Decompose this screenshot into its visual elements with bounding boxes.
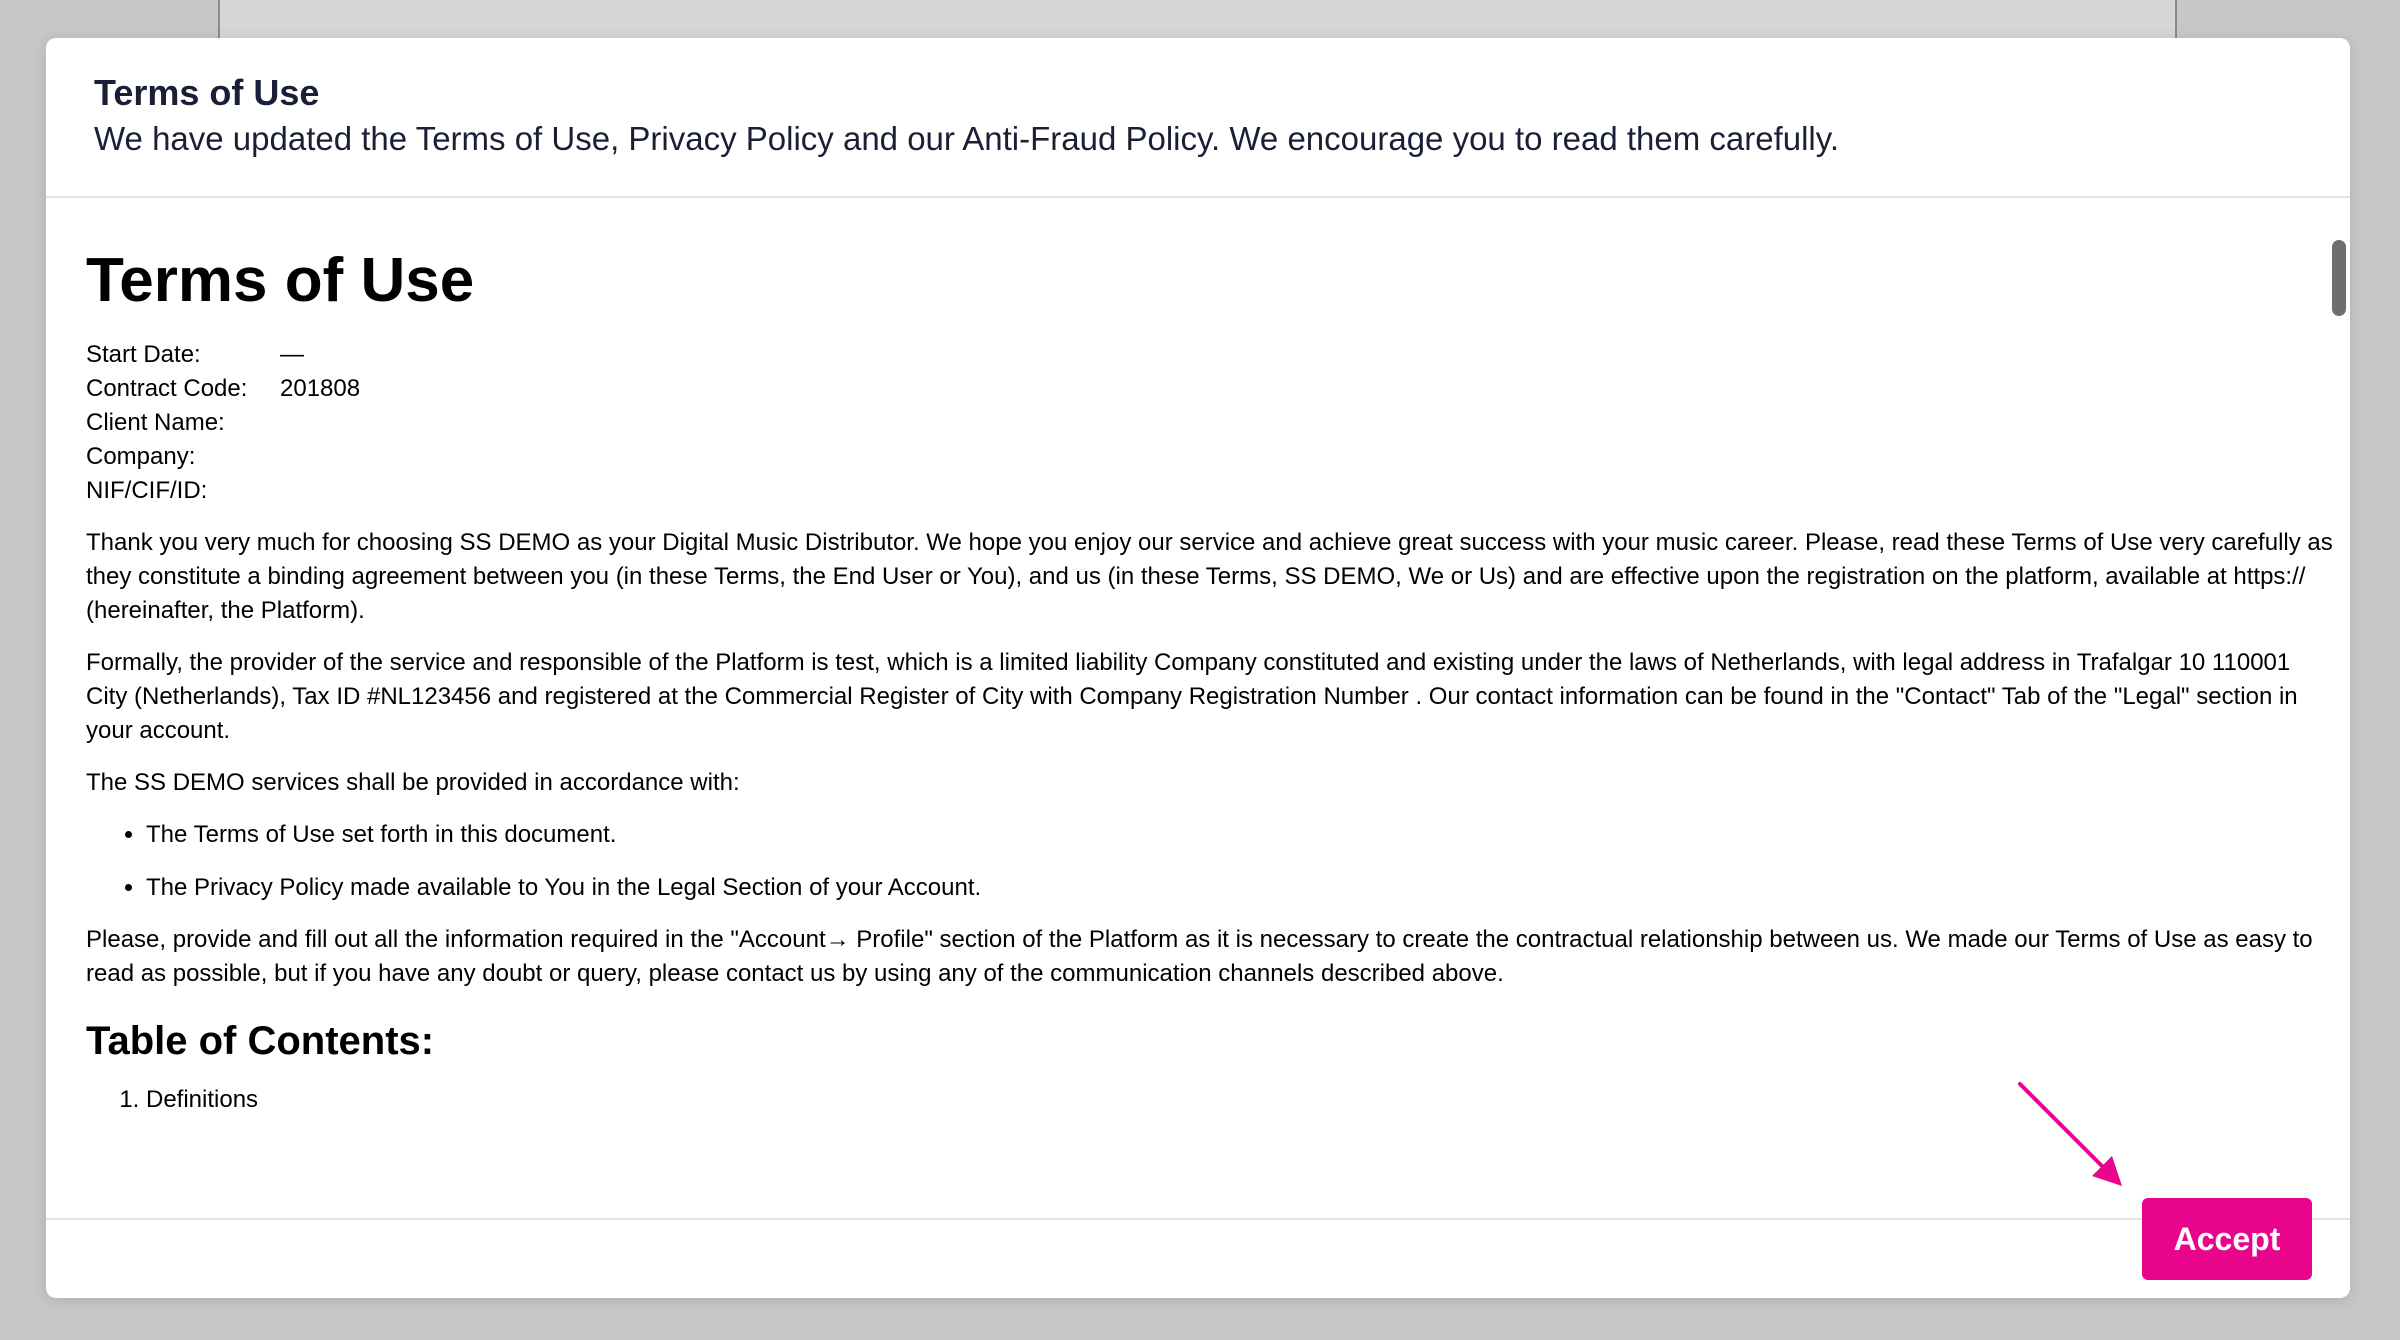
intro-paragraph: Thank you very much for choosing SS DEMO as your Digital Music Distributor. We hope you enjoy our service and achieve great success with your music career. Please, read these Terms of Use very carefully as they constitute a binding agreement between you (in these Terms, the End User or You), and us (in these Terms, SS DEMO, We or Us) and are effective upon the registration on the platform, available at https:// (hereinafter, the Platform). bbox=[86, 529, 2333, 625]
meta-label: Contract Code: bbox=[86, 375, 248, 403]
accept-button[interactable]: Accept bbox=[2142, 1198, 2312, 1280]
modal-header bbox=[46, 38, 2350, 198]
meta-row bbox=[86, 406, 360, 440]
scrollbar-thumb[interactable] bbox=[2332, 240, 2346, 316]
toc-heading: Table of Contents: bbox=[86, 1019, 435, 1064]
terms-modal bbox=[46, 38, 2350, 1298]
closing-paragraph: Please, provide and fill out all the information required in the "Account→ Profile" section of the Platform as it is necessary to create the contractual relationship between us. We made our Terms of Use as easy to read as possible, but if you have any doubt or query, please contact us by using any of the communication channels described above. bbox=[86, 926, 2313, 988]
meta-row bbox=[86, 372, 360, 406]
services-paragraph: The SS DEMO services shall be provided in accordance with: bbox=[86, 769, 740, 797]
scrollbar[interactable] bbox=[2332, 198, 2346, 1218]
provider-paragraph: Formally, the provider of the service and responsible of the Platform is test, which is a limited liability Company constituted and existing under the laws of Netherlands, with legal address in Trafalgar 10 110001 City (Netherlands), Tax ID #NL123456 and registered at the Commercial Register of City with Company Registration Number . Our contact information can be found in the "Contact" Tab of the "Legal" section in your account. bbox=[86, 649, 2298, 745]
services-list bbox=[86, 818, 2336, 905]
meta-label: Company: bbox=[86, 443, 196, 471]
toc-list bbox=[86, 1083, 2336, 1117]
meta-label: Start Date: bbox=[86, 341, 201, 369]
terms-document bbox=[86, 198, 2336, 1135]
meta-value: 201808 bbox=[280, 375, 361, 403]
meta-value bbox=[280, 406, 360, 440]
modal-footer bbox=[46, 1218, 2350, 1298]
terms-scroll-area[interactable] bbox=[46, 198, 2350, 1218]
meta-value bbox=[280, 474, 360, 508]
meta-row bbox=[86, 474, 360, 508]
modal-subtitle: We have updated the Terms of Use, Privacy Policy and our Anti-Fraud Policy. We encourage you to read them carefully. bbox=[94, 120, 1839, 157]
background-divider-left bbox=[218, 0, 220, 38]
meta-row bbox=[86, 338, 360, 372]
toc-item: 1. Definitions bbox=[146, 1083, 2336, 1117]
modal-title: Terms of Use bbox=[94, 72, 320, 113]
list-item: • The Privacy Policy made available to You in the Legal Section of your Account. bbox=[146, 871, 2336, 905]
background-divider-right bbox=[2175, 0, 2177, 38]
meta-value bbox=[280, 440, 360, 474]
meta-label: Client Name: bbox=[86, 409, 225, 437]
document-heading: Terms of Use bbox=[86, 246, 475, 315]
list-item: • The Terms of Use set forth in this document. bbox=[146, 818, 2336, 852]
meta-row bbox=[86, 440, 360, 474]
contract-meta-table bbox=[86, 338, 360, 508]
background-page bbox=[220, 0, 2175, 38]
meta-label: NIF/CIF/ID: bbox=[86, 477, 208, 505]
meta-value: — bbox=[280, 341, 304, 369]
